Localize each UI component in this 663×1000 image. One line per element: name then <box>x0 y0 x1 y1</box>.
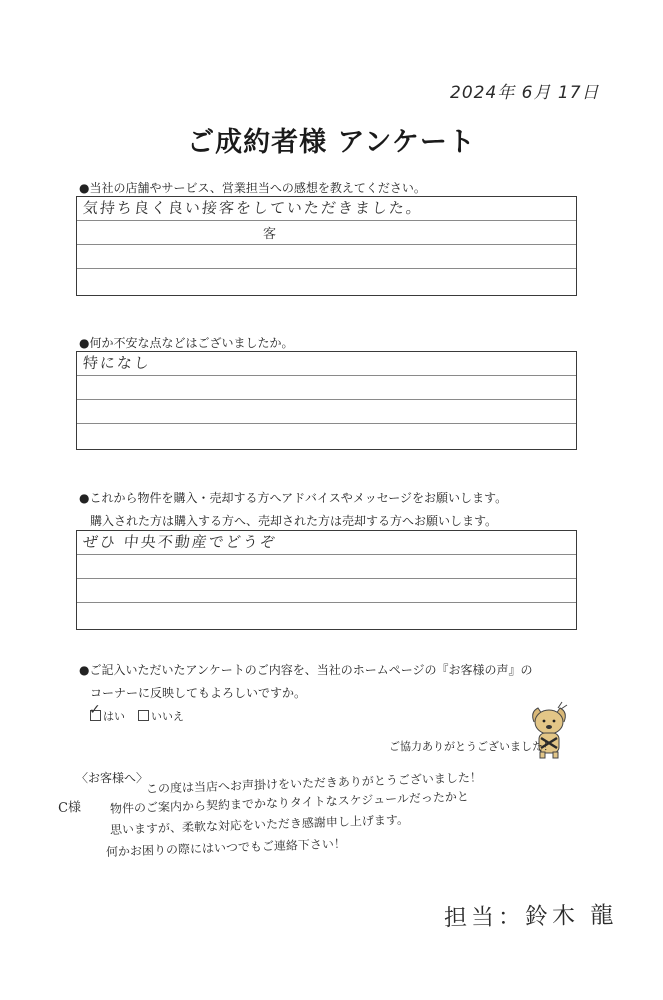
question-2-answer-text: 特になし <box>82 354 152 372</box>
consent-no-option[interactable] <box>138 708 184 724</box>
reply-line-3: 思いますが、柔軟な対応をいただき感謝申し上げます。 <box>109 812 410 837</box>
consent-no-checkbox[interactable] <box>138 710 149 721</box>
answer-line <box>77 555 576 579</box>
question-3-answer-box[interactable] <box>76 530 577 630</box>
answer-line <box>77 531 576 555</box>
reply-line-1: この度は当店へお声掛けをいただきありがとうございました！ <box>145 770 483 796</box>
answer-line <box>77 352 576 376</box>
thank-you-message: ご協力ありがとうございました！ <box>389 740 554 753</box>
consent-yes-label: はい <box>103 710 125 723</box>
reply-addressee: C様 <box>57 800 82 816</box>
question-3-prompt: ●これから物件を購入・売却する方へアドバイスやメッセージをお願いします。 <box>79 491 508 505</box>
consent-yes-checkbox[interactable] <box>89 702 101 721</box>
question-2-prompt: ●何か不安な点などはございましたか。 <box>79 336 294 350</box>
answer-line <box>77 579 576 603</box>
check-mark-icon: ✓ <box>89 702 101 718</box>
answer-line <box>77 245 576 269</box>
consent-no-label: いいえ <box>151 710 184 723</box>
reply-line-4: 何かお困りの際にはいつでもご連絡下さい！ <box>105 836 347 859</box>
consent-yes-option[interactable] <box>89 702 125 724</box>
question-3-prompt-note: 購入された方は購入する方へ、売却された方は売却する方へお願いします。 <box>90 514 498 528</box>
reply-line-2: 物件のご案内から契約までかなりタイトなスケジュールだったかと <box>109 789 470 816</box>
question-2-answer-box[interactable] <box>76 351 577 450</box>
question-4-prompt-note: コーナーに反映してもよろしいですか。 <box>90 686 307 700</box>
answer-line <box>77 269 576 293</box>
page-title: ご成約者様 アンケート <box>187 127 476 158</box>
answer-line <box>77 424 576 448</box>
staff-signature: 担当：鈴木 龍 <box>443 902 618 932</box>
reply-label: 〈お客様へ〉 <box>76 771 149 785</box>
answer-line <box>77 400 576 424</box>
answer-line <box>77 221 576 245</box>
question-3-answer-text: ぜひ 中央不動産でどうぞ <box>82 533 278 551</box>
question-1-prompt: ●当社の店舗やサービス、営業担当への感想を教えてください。 <box>79 181 426 195</box>
answer-line <box>77 376 576 400</box>
question-1-answer-box[interactable] <box>76 196 577 296</box>
answer-line <box>77 197 576 221</box>
question-4-prompt: ●ご記入いただいたアンケートのご内容を、当社のホームページの『お客様の声』の <box>79 663 533 677</box>
question-1-answer-text: 気持ち良く良い接客をしていただきました。 <box>82 199 424 217</box>
question-1-correction: 客 <box>263 227 277 242</box>
answer-line <box>77 603 576 627</box>
survey-date: 2024年 6月 17日 <box>450 83 600 103</box>
